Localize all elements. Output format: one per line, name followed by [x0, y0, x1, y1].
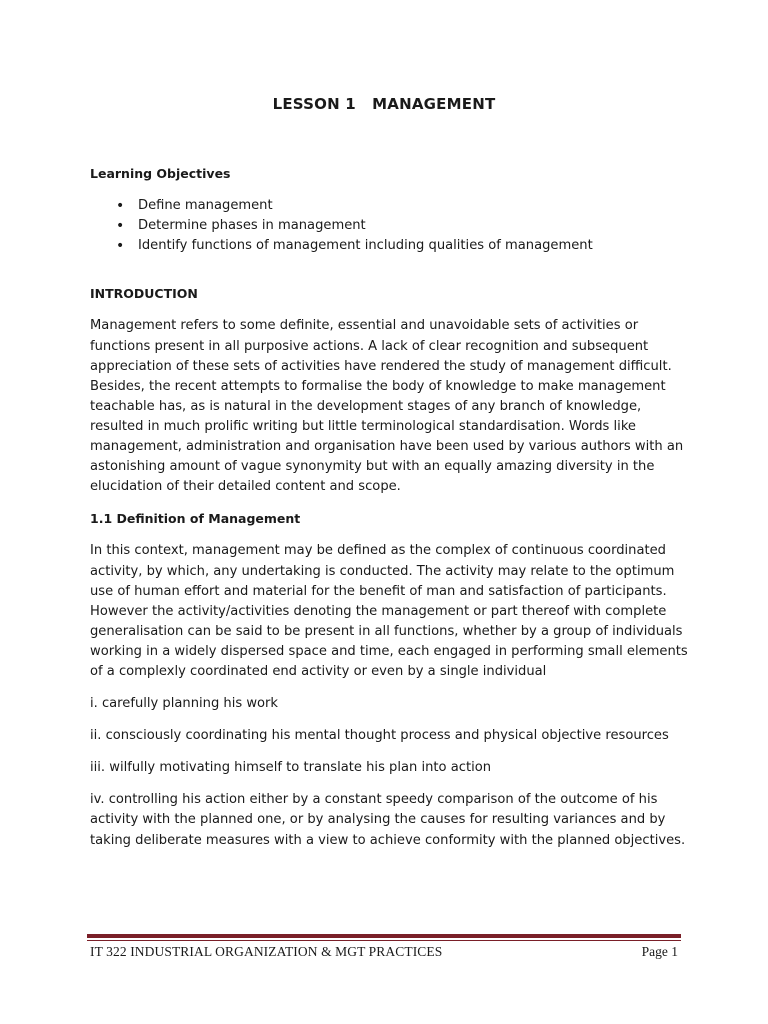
definition-paragraph: In this context, management may be defined as the complex of continuous coordinated activity, by which, any undertaking is conducted. The activity may relate to the optimum use of human effort and material for the benefit of man and satisfaction of participants. However the activity/activities denoting the management or part thereof with complete generalisation can be said to be present in all functions, whether by a group of individuals working in a widely dispersed space and time, each engaged in performing small elements of a complexly coordinated end activity or even by a single individual	[90, 543, 688, 679]
footer-course-title: IT 322 INDUSTRIAL ORGANIZATION & MGT PRACTICES	[90, 944, 443, 959]
definition-heading: 1.1 Definition of Management	[90, 511, 301, 527]
introduction-paragraph: Management refers to some definite, essential and unavoidable sets of activities or functions present in all purposive actions. A lack of clear recognition and subsequent appreciation of these sets of activities have rendered the study of management difficult. Besides, the recent attempts to formalise the body of knowledge to make management teachable has, as is natural in the development stages of any branch of knowledge, resulted in much prolific writing but little terminological standardisation. Words like management, administration and organisation have been used by various authors with an astonishing amount of vague synonymity but with an equally amazing diversity in the elucidation of their detailed content and scope.	[90, 318, 684, 495]
objective-item: • Identify functions of management including qualities of management	[90, 236, 690, 256]
objectives-heading: Learning Objectives	[90, 166, 231, 181]
page-title: LESSON 1 MANAGEMENT	[272, 95, 496, 113]
definition-point: iv. controlling his action either by a constant speedy comparison of the outcome of his activity with the planned one, or by analysing the causes for resulting variances and by taking deliberate measures with a view to achieve conformity with the planned objectives.	[90, 792, 686, 848]
document-body	[90, 164, 690, 863]
footer-rule-thin	[87, 940, 681, 941]
introduction-heading: INTRODUCTION	[90, 286, 198, 302]
objective-item: • Determine phases in management	[90, 216, 690, 236]
definition-point: i. carefully planning his work	[90, 696, 279, 712]
definition-point: iii. wilfully motivating himself to translate his plan into action	[90, 760, 492, 776]
footer-rule	[87, 934, 681, 938]
definition-point: ii. consciously coordinating his mental thought process and physical objective resources	[90, 728, 669, 744]
footer-page-number: Page 1	[641, 944, 678, 959]
objectives-list	[90, 196, 690, 256]
objective-item: • Define management	[90, 196, 690, 216]
